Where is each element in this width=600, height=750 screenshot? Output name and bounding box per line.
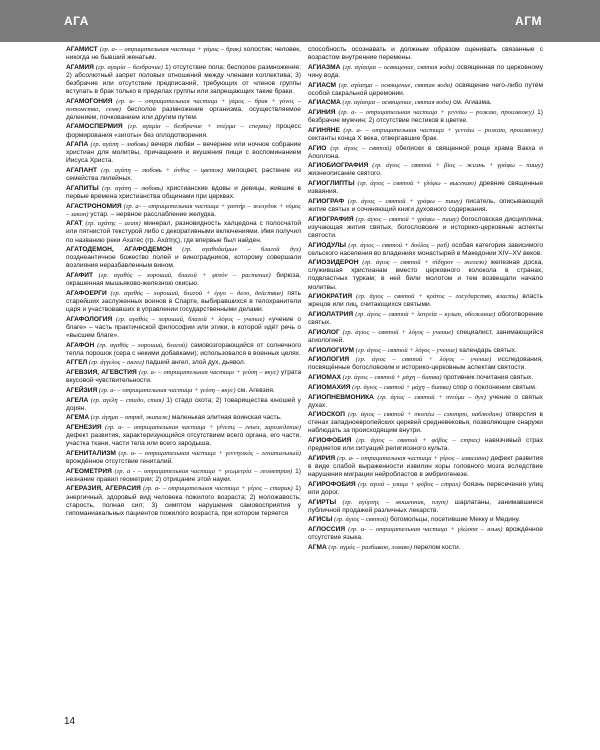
dictionary-entry [308,311,543,327]
dictionary-entry [308,162,543,178]
entry-headword: АГЕЙЗИЯ [66,386,98,394]
entry-definition: процесс формирования «зиготы» без оплодотворения. [66,123,301,139]
dictionary-entry [308,109,543,125]
entry-definition: дефект развития в виде слабой выраженности извилин коры головного мозга вследствие нарушения миграции нейробластов в эмбриогенезе. [308,454,543,479]
entry-headword: АГАМОГОНИЯ [66,97,113,105]
entry-headword: АГАФОЛОГИЯ [66,315,113,323]
entry-definition: обелиски в священной роще храма Вакха и Аполлона. [308,144,543,160]
entry-definition: богомольцы, посетившие Мекку и Медину. [388,516,521,524]
entry-definition: см. Агиазма. [451,99,492,107]
entry-definition: способность осознавать и должным образом оценивать связанные с возрастом внутренние перемены. [308,46,543,62]
dictionary-entry [66,290,301,314]
entry-headword: АГЛОССИЯ [308,526,346,534]
entry-etymology: (гр. άγημα – отряд, экипаж) [89,414,171,422]
entry-etymology: (гр. а- – отрицательная частица + γέρος – старик) [140,485,293,493]
entry-etymology: (гр. а- – отрицательная частица + γάμος – брак) [97,46,242,53]
entry-definition: вечеря любви – вечернее или ночное собрание христиан для молитвы, причащения и вкушения пищи с воспоминанием Иисуса Христа. [66,141,301,165]
dictionary-entry [308,544,543,552]
dictionary-entry [66,316,301,340]
entry-definition: 1) безбрачие мужчин; 2) отсутствие пестиков в цветке. [308,109,543,125]
entry-etymology: (гр. άγιος – святой + γλύφω – высекаю) [354,180,477,188]
entry-etymology: (гр. αγίασμα – освящение, святая вода) [336,81,453,89]
entry-headword: АГЕВЗИЯ, АГЕВСТИЯ [66,369,137,377]
dictionary-entry [66,64,301,96]
entry-headword: АГИРТЫ [308,498,337,506]
entry-headword: АГАСТРОНОМИЯ [66,202,122,210]
entry-headword: АГАТ [66,220,83,228]
entry-etymology: (гр. αγαθός – хороший, благой + έργο – дело, действие) [106,289,284,297]
entry-definition: устар. – нервное расслабление желудка. [88,210,216,218]
entry-etymology: (гр. άγιος – святой + λόγος – учение) [339,328,454,336]
dictionary-entry [308,526,543,542]
entry-etymology: (гр. а- – отрицательная частица + γεύση – вкус) [136,369,279,377]
entry-definition: минерал, разновидность халцедона с полосчатой или пятнистой текстурой либо с декоративными включениями. Имя получил по названию реки Ахатес (гр. Ахάτης), где впервые был найден. [66,220,301,244]
entry-definition: холостяк; человек, никогда не бывший женатым. [66,46,301,62]
entry-headword: АГИОМАХИЯ [308,383,351,391]
entry-headword: АГАМИСТ [66,46,98,53]
entry-headword: АГИОФОБИЯ [308,437,352,445]
entry-etymology: (гр. άγιος – святой) [326,144,392,152]
entry-definition: милоцвет, растение из семейства лилейных. [66,167,301,183]
entry-etymology: (гр. αγύρτης – мошенник, плут) [336,498,448,506]
dictionary-entry [308,259,543,291]
dictionary-entry [308,481,543,497]
entry-definition: отверстия в стенах западноевропейских церквей средневековья, позволяющие снаружи наблюдать за происходящим внутри. [308,411,543,435]
entry-definition: врождённое отсутствие языка. [308,526,543,542]
entry-headword: АГЕНИТАЛИЗМ [66,449,116,457]
entry-headword: АГАМИЯ [66,63,94,71]
entry-etymology: (гр. άγιος – святой + λόγος – учение) [349,356,492,364]
entry-etymology: (гр. αγαμία – безбрачие + σπέρμα – сперма) [122,123,271,131]
entry-headword: АГИОСКОП [308,411,346,419]
entry-definition: 1) стадо скота; 2) товарищества юношей у дорян. [66,396,301,412]
entry-etymology: (гр. αγμός – разбиваю, ломаю) [326,543,412,551]
dictionary-entry [66,141,301,165]
entry-etymology: (гр. αγαθός – хороший, благой + λόγος – учение) [112,315,265,323]
entry-etymology: (гр. άγιος – святой + κράτος – государство, власть) [352,293,519,301]
dictionary-entry [308,145,543,161]
entry-headword: АГАФИТ [66,272,94,280]
entry-etymology: (гр. άγιος – святой + σκοπέω – смотрю, наблюдаю) [345,411,503,419]
entry-etymology: (гр. αχάτης – агат) [82,220,141,228]
entry-headword: АГИОЛОГ [308,328,340,336]
entry-definition: писатель, описывающий житие святых и сочиняющий книги духовного содержания. [308,197,543,214]
entry-headword: АГИАСМ [308,81,337,89]
entry-definition: 1) незнание правил геометрии; 2) отрицание этой науки. [66,467,301,483]
entry-definition: богословская дисциплина, изучающая жития святых, богословские и историко-церковные аспекты святости. [308,215,543,239]
dictionary-entry [66,342,301,358]
entry-etymology: (гр. αγαθός – хороший, благой) [94,341,188,349]
entry-etymology: (гр. άγιος – святой + λατρεία – культ, обожание) [353,311,496,319]
entry-definition: христианские вдовы и девицы, жившие в первые времена христианства общинами при церквах. [66,184,301,200]
entry-headword: АГГЕЛ [66,359,88,367]
entry-headword: АГИНЯНЕ [308,126,340,134]
entry-headword: АГИОБИОГРАФИЯ [308,162,369,170]
entry-headword: АГАПАНТ [66,167,98,175]
entry-definition: жизнеописание святого. [308,170,382,178]
dictionary-entry [66,485,301,517]
entry-definition: 1) энергичный, здоровый вид человека пожилого возраста; 2) моложавость; старость, полная сил; 3) симптом нарушения самовосприятия у гипоманиакальных пациентов пожилого возраста, при котором теряется [66,485,301,517]
dictionary-entry [308,437,543,453]
dictionary-entry [66,203,301,219]
entry-etymology: (гр. а- – отрицательная частица + γάμος – брак + γόνος – потомство, семя) [66,97,301,113]
entry-headword: АГИСЫ [308,516,333,524]
entry-headword: АГИОЛОГИЯ [308,356,350,364]
entry-headword: АГЕРАЗИЯ, АГЕРАСИЯ [66,485,141,493]
entry-etymology: (гр. άγιος – святой + φόβος – страх) [351,437,480,445]
dictionary-entry [66,123,301,139]
dictionary-entry [308,198,543,214]
entry-etymology: (гр. а- – отрицательная частица + γένεσις – генез, зарождение) [101,424,301,432]
dictionary-entry [308,293,543,309]
entry-headword: АГЕОМЕТРИЯ [66,467,112,475]
entry-definition: сектанты конца X века, отвергавшие брак. [308,134,439,142]
dictionary-entry [66,450,301,466]
entry-definition: учение о святых духах. [308,393,543,409]
entry-headword: АГИРОФОБИЯ [308,480,356,488]
entry-headword: АГАПИТЫ [66,184,99,192]
dictionary-entry [66,98,301,122]
entry-etymology: (гр. αγαμία – безбрачие) [93,63,163,71]
entry-headword: АГЕМА [66,414,90,422]
dictionary-entry [66,387,301,395]
entry-definition: 1) отсутствие пола; бесполое размножение; 2) абсолютный запрет половых отношений между членами коллектива; 3) безбрачие или отсутствие предписаний, требующих от членов группы вступать в брак только в пределах группы или запрещающих такие браки. [66,63,301,95]
entry-definition: врождённое отсутствие гениталий. [66,457,174,465]
entry-etymology: (гр. άγιος – святой + βίος – жизнь + γράφω – пишу) [368,162,543,170]
entry-etymology: (гр. άγγελος – ангел) [87,359,144,367]
entry-definition: освященная по церковному чину вода. [308,63,543,79]
entry-definition: навязчивый страх предметов или ситуаций религиозного культа. [308,437,543,453]
entry-definition: падший ангел, злой дух, дьявол. [143,359,246,367]
entry-headword: АГИРИЯ [308,454,336,462]
entry-headword: АГАФОН [66,341,95,349]
dictionary-entry [308,499,543,515]
entry-definition: утрата вкусовой чувствительности. [66,369,301,385]
entry-etymology: (гр. а- – отрицательная частица + γεννάω – рожаю, произвожу) [335,109,534,117]
entry-etymology: (гр. а- – отрицательная частица + γεννητικός – генитальный) [115,449,301,457]
entry-etymology: (гр. αγάπη – любовь) [88,141,149,149]
dictionary-entry [308,374,543,382]
dictionary-entry [308,516,543,524]
entry-headword: АГИОКРАТИЯ [308,293,353,301]
entry-headword: АГАМОСПЕРМИЯ [66,123,123,131]
page-number: 14 [64,716,76,727]
dictionary-entry [308,242,543,258]
entry-definition: железная доска, служившая христианам вместо церковного колокола в странах, подвластных туркам; в ней били молотом и тем возвещали начало молитвы. [308,259,543,291]
entry-etymology: (гр. άγιος – святой + σίδηρον – железо) [358,259,487,267]
entry-definition: пять старейших заслуженных воинов в Спарте, выбиравшихся в телохранители царя и участвовавших в управлении государственными делами. [66,289,301,313]
dictionary-entry [308,384,543,392]
entry-etymology: (гр. άγιος – святой + μάχη – битва) [350,383,452,391]
entry-headword: АГАТОДЕМОН, АГАФОДЕМОН [66,246,172,254]
dictionary-entry [308,180,543,196]
entry-definition: специалист, занимающийся агиологией. [308,328,543,344]
entry-headword: АГАПА [66,141,89,149]
entry-headword: АГМА [308,543,327,551]
dictionary-entry [66,246,301,270]
entry-etymology: (гр. а - – отрицательная частица + γεωμετρία – геометрия) [111,467,293,475]
entry-headword: АГИОЗИДЕРОН [308,259,359,267]
dictionary-entry [308,99,543,107]
entry-headword: АГИО [308,144,327,152]
entry-definition: особая категория зависимого сельского населения во владениях монастырей в Македонии XIV–XV веков. [308,241,543,257]
entry-definition: власть жрецов или лиц, считающихся святыми. [308,293,543,309]
dictionary-entry [308,356,543,372]
entry-etymology: (гр. άγιος – святой + πνεύμα – дух) [373,393,486,401]
header-right-guide-word: АГМ [515,14,542,28]
entry-definition: бесполое размножение организма, осуществляемое делением, почкованием или другим путем. [66,105,301,121]
entry-headword: АГИОЛОГИУМ [308,346,355,354]
entry-definition: дефект развития, характеризующийся отсутствием всего органа, его части, участка ткани, части тела или всего зародыша. [66,432,301,448]
dictionary-entry [308,329,543,345]
entry-definition: противник почитания святых. [441,374,534,382]
dictionary-entry [66,167,301,183]
dictionary-entry [308,82,543,98]
dictionary-entry [66,369,301,385]
entry-headword: АГИАСМА [308,99,341,107]
dictionary-entry [308,347,543,355]
entry-definition: позднеантичное божество полей и виноградников, которому совершали возлияния неразбавленным вином. [66,254,301,270]
entry-definition: исследования, посвящённые богословским и историко-церковным аспектам святости. [308,356,543,372]
entry-etymology: (гр. αγάπη – любовь) [98,184,164,192]
entry-etymology: (гр. άγιος – святой + δούλος – раб) [346,241,450,249]
dictionary-entry [66,185,301,201]
entry-headword: АГИОЛАТРИЯ [308,311,354,319]
left-column [66,46,301,701]
entry-headword: АГИАЗМА [308,63,341,71]
entry-definition: освящение чего-либо путём особой сакральной церемонии. [308,81,543,97]
entry-etymology: (гр. а- – отрицательная частица + γεύση – вкус) [97,386,236,394]
entry-etymology: (гр. а- – отрицательная частица + γλώσσα – язык) [345,526,503,534]
entry-headword: АГИОДУЛЫ [308,241,346,249]
entry-definition: «учение о благе» – часть практической философии или этики, в которой идёт речь о «высшем благе». [66,315,301,339]
entry-headword: АГИОМАХ [308,374,342,382]
page-header [0,0,600,42]
entry-headword: АГИОПНЕВМОНИКА [308,393,374,401]
dictionary-entry [66,359,301,367]
entry-definition: календарь святых. [457,346,517,354]
entry-etymology: (гр. άγιος – святой + λόγος – учение) [354,346,458,354]
entry-etymology: (гр. αγαθός – хороший, благой + φυτόν – растение) [93,272,271,280]
dictionary-entry [308,394,543,410]
dictionary-entry [308,64,543,80]
dictionary-entry [66,46,301,62]
entry-etymology: (гр. αγίασμα – освящение, святая вода) [340,99,452,107]
dictionary-entry [66,424,301,448]
entry-definition: бирюза, окрашенная мышьяково-железною окисью. [66,272,301,288]
entry-definition: обоготворение святых. [308,311,543,327]
entry-headword: АГИОГРАФИЯ [308,215,354,223]
entry-etymology: (гр. άγιος – святой + μάχη – битва) [341,374,442,382]
entry-etymology: (гр. αγάπη – любовь + άνθος – цветок) [97,167,224,175]
entry-etymology: (гр. а- – отрицательная частица + γύρος – извилина) [335,454,489,462]
right-column [308,46,543,701]
entry-definition: перелом кости. [411,543,461,551]
dictionary-entry [66,220,301,244]
entry-etymology: (гр. αγίασμα – освящение, святая вода) [340,63,455,71]
entry-etymology: (гр. άγιος – святой) [332,516,389,524]
dictionary-entry [66,414,301,422]
dictionary-entry [308,46,543,62]
entry-etymology: (гр. αγαθοδαίμων – благой дух) [171,246,301,254]
header-left-guide-word: АГА [64,14,89,28]
dictionary-entry [308,127,543,143]
dictionary-entry [308,455,543,479]
dictionary-entry [308,216,543,240]
dictionary-entry [66,272,301,288]
dictionary-entry [66,468,301,484]
entry-etymology: (гр. άγιος – святой + γράφω – пишу) [344,197,463,205]
entry-definition: см. Агевзия. [235,386,275,394]
entry-headword: АГЕНЕЗИЯ [66,424,102,432]
entry-definition: древние священные изваяния. [308,180,543,196]
entry-headword: АГАФОЕРГИ [66,289,107,297]
entry-headword: АГИОГЛИПТЫ [308,180,355,188]
dictionary-entry [66,397,301,413]
entry-etymology: (гр. а- – отрицательная частица + γεννάω – рожаю, произвожу) [339,126,543,134]
entry-headword: АГИНИЯ [308,109,336,117]
entry-definition: самовозгорающийся от солнечного тепла порошок (сера с некими добавками); использовался в военных целях. [66,341,301,357]
entry-etymology: (гр. αγέλη – стадо, стая) [88,396,164,404]
dictionary-entry [308,411,543,435]
entry-etymology: (гр. άγιος – святой + γράφω – пишу) [353,215,459,223]
entry-definition: шарлатаны, занимавшиеся публичной продажей различных лекарств. [308,498,543,514]
entry-definition: боязнь пересечения улиц или дорог. [308,480,543,496]
entry-etymology: (гр. αγυιά – улица + φόβος – страх) [355,480,461,488]
entry-headword: АГЕЛА [66,396,89,404]
entry-etymology: (гр. а- – отрицательная частица + γαστήρ – желудок + νόμος – закон) [66,202,301,218]
entry-definition: спор о поклонении святым. [451,383,537,391]
entry-headword: АГИОГРАФ [308,197,345,205]
entry-definition: маленькая элитная воинская часть. [170,414,282,422]
